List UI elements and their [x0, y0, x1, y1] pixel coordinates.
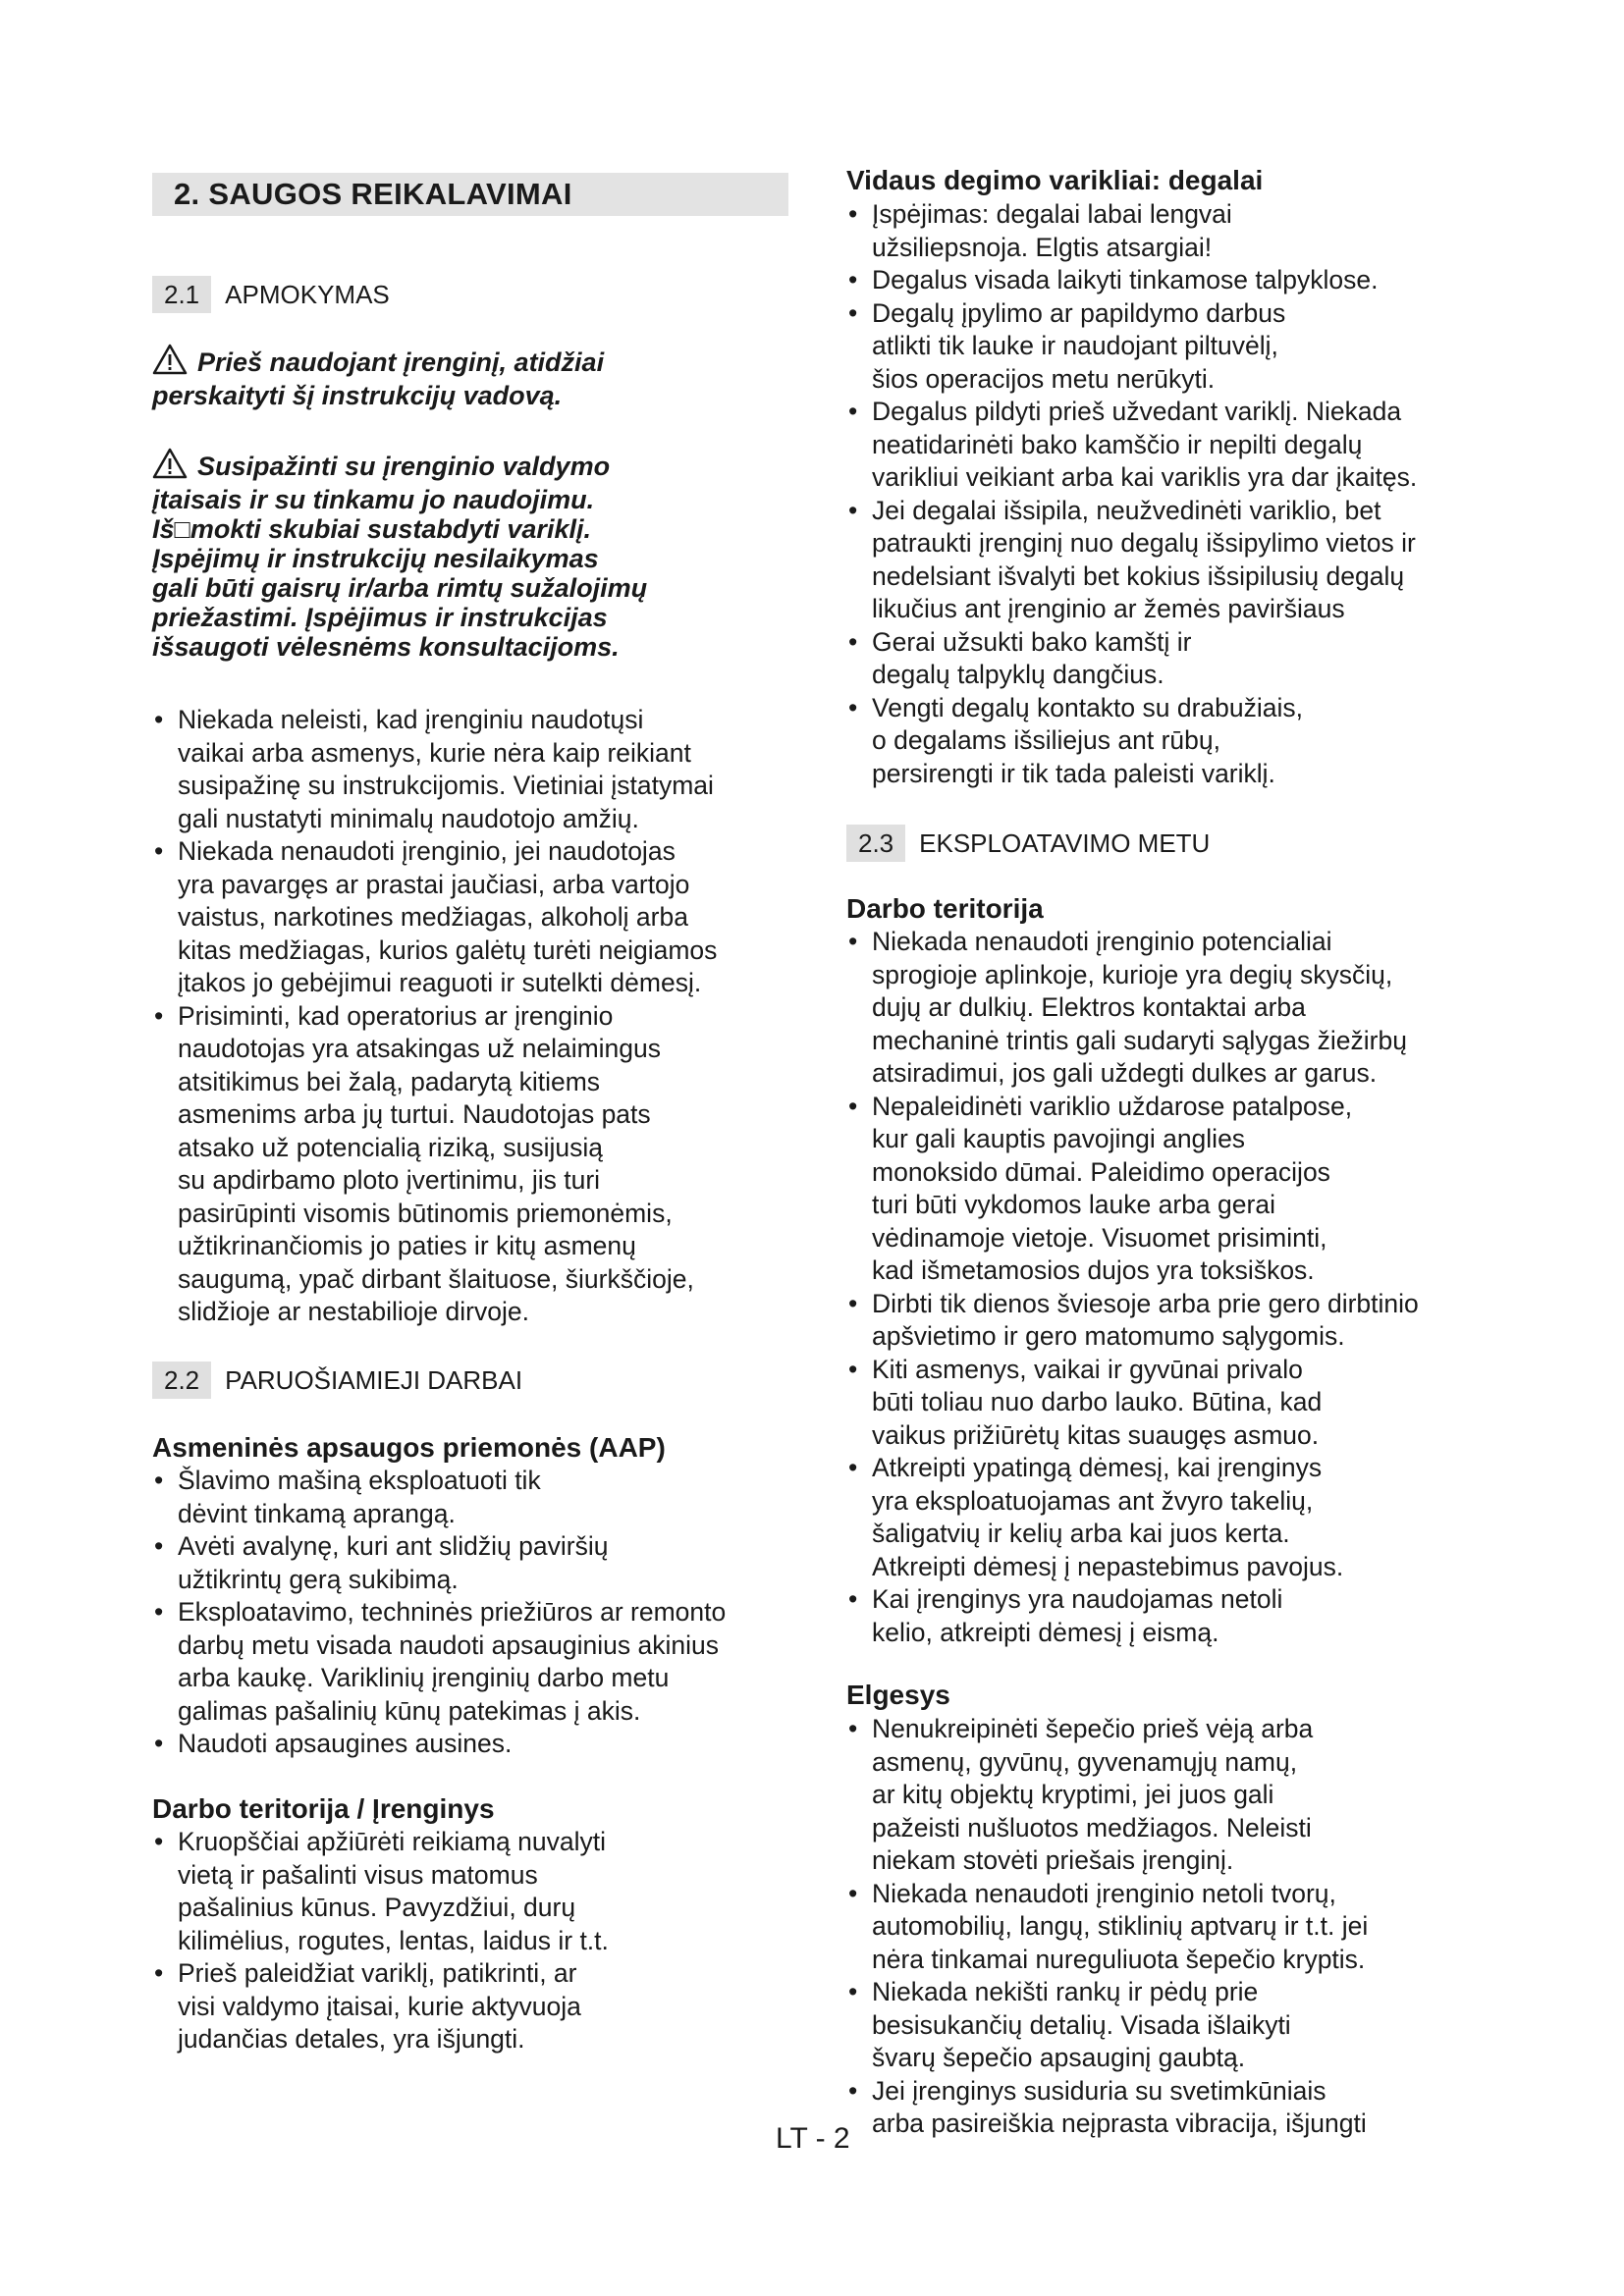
list-work-area	[846, 926, 1494, 1649]
subheading-work-area-device: Darbo teritorija / Įrenginys	[152, 1793, 495, 1824]
section-number: 2.1	[152, 276, 211, 313]
warning-block-2	[152, 448, 820, 662]
list-item: • Niekada nekišti rankų ir pėdų prie besisukančių detalių. Visada išlaikyti švarų šepečio apsauginį gaubtą.	[846, 1976, 1494, 2075]
list-item: • Kiti asmenys, vaikai ir gyvūnai privalo būti toliau nuo darbo lauko. Būtina, kad vaikus prižiūrėtų kitas suaugęs asmuo.	[846, 1354, 1494, 1453]
list-item: • Šlavimo mašiną eksploatuoti tik dėvint tinkamą aprangą.	[152, 1465, 800, 1530]
list-item: • Nenukreipinėti šepečio prieš vėją arba asmenų, gyvūnų, gyvenamųjų namų, ar kitų objektų kryptimi, jei juos gali pažeisti nušluotos medžiagos. Neleisti niekam stovėti priešais įrenginį.	[846, 1713, 1494, 1878]
list-item: • Įspėjimas: degalai labai lengvai užsiliepsnoja. Elgtis atsargiai!	[846, 198, 1494, 264]
list-item: • Niekada nenaudoti įrenginio netoli tvorų, automobilių, langų, stiklinių aptvarų ir t.t. jei nėra tinkamai nureguliuota šepečio kryptis.	[846, 1878, 1494, 1977]
list-item: • Naudoti apsaugines ausines.	[152, 1728, 800, 1761]
list-fuel	[846, 198, 1494, 790]
list-item: • Jei įrenginys susiduria su svetimkūniais arba pasireiškia neįprasta vibracija, išjungti	[846, 2075, 1494, 2141]
subheading-ppe: Asmeninės apsaugos priemonės (AAP)	[152, 1432, 666, 1463]
section-heading-main: 2. SAUGOS REIKALAVIMAI	[152, 173, 788, 216]
warning-triangle-icon	[152, 344, 188, 381]
section-heading-2-1	[152, 276, 390, 313]
list-work-area-device	[152, 1826, 800, 2056]
list-item: • Niekada neleisti, kad įrenginiu naudotųsi vaikai arba asmenys, kurie nėra kaip reikiant susipažinę su instrukcijomis. Vietiniai įstatymai gali nustatyti minimalų naudotojo amžių.	[152, 704, 800, 835]
list-item: • Dirbti tik dienos šviesoje arba prie gero dirbtinio apšvietimo ir gero matomumo sąlygomis.	[846, 1288, 1494, 1354]
list-item: • Kai įrenginys yra naudojamas netoli kelio, atkreipti dėmesį į eismą.	[846, 1583, 1494, 1649]
section-heading-2-2	[152, 1362, 522, 1399]
warning-text: Susipažinti su įrenginio valdymo įtaisais ir su tinkamu jo naudojimu. Iš□mokti skubiai sustabdyti variklį. Įspėjimų ir instrukcijų nesilaikymas gali būti gaisrų ir/arba rimtų sužalojimų priežastimi. Įspėjimus ir instrukcijas išsaugoti vėlesnėms konsultacijoms.	[152, 452, 648, 662]
list-item: • Niekada nenaudoti įrenginio potencialiai sprogioje aplinkoje, kurioje yra degių skysčių, dujų ar dulkių. Elektros kontaktai arba mechaninė trintis gali sudaryti sąlygas žiežirbų atsiradimui, jos gali uždegti dulkes ar garus.	[846, 926, 1494, 1091]
list-item: • Eksploatavimo, techninės priežiūros ar remonto darbų metu visada naudoti apsauginius akinius arba kaukę. Variklinių įrenginių darbo metu galimas pašalinių kūnų patekimas į akis.	[152, 1596, 800, 1728]
list-item: • Jei degalai išsipila, neužvedinėti variklio, bet patraukti įrenginį nuo degalų išsipylimo vietos ir nedelsiant išvalyti bet kokius išsipilusių degalų likučius ant įrenginio ar žemės paviršiaus	[846, 495, 1494, 626]
section-title: APMOKYMAS	[225, 280, 390, 309]
subheading-fuel: Vidaus degimo varikliai: degalai	[846, 165, 1264, 195]
list-item: • Atkreipti ypatingą dėmesį, kai įrenginys yra eksploatuojamas ant žvyro takelių, šaligatvių ir kelių arba kai juos kerta. Atkreipti dėmesį į nepastebimus pavojus.	[846, 1452, 1494, 1583]
page-number: LT - 2	[776, 2122, 850, 2155]
subheading-behaviour: Elgesys	[846, 1680, 950, 1710]
list-item: • Avėti avalynę, kuri ant slidžių paviršių užtikrintų gerą sukibimą.	[152, 1530, 800, 1596]
warning-text: Prieš naudojant įrenginį, atidžiai perskaityti šį instrukcijų vadovą.	[152, 347, 605, 410]
subheading-work-area: Darbo teritorija	[846, 893, 1044, 924]
warning-triangle-icon	[152, 448, 188, 485]
list-item: • Degalų įpylimo ar papildymo darbus atlikti tik lauke ir naudojant piltuvėlį, šios operacijos metu nerūkyti.	[846, 297, 1494, 397]
list-item: • Degalus pildyti prieš užvedant variklį. Niekada neatidarinėti bako kamščio ir nepilti degalų varikliui veikiant arba kai variklis yra dar įkaitęs.	[846, 396, 1494, 495]
section-number: 2.3	[846, 825, 905, 862]
list-behaviour	[846, 1713, 1494, 2141]
list-item: • Prieš paleidžiat variklį, patikrinti, ar visi valdymo įtaisai, kurie aktyvuoja judančias detales, yra išjungti.	[152, 1957, 800, 2056]
list-item: • Prisiminti, kad operatorius ar įrenginio naudotojas yra atsakingas už nelaimingus atsitikimus bei žalą, padarytą kitiems asmenims arba jų turtui. Naudotojas pats atsako už potencialią riziką, susijusią su apdirbamo ploto įvertinimu, jis turi pasirūpinti visomis būtinomis priemonėmis, užtikrinančiomis jo paties ir kitų asmenų saugumą, ypač dirbant šlaituose, šiurkščioje, slidžioje ar nestabilioje dirvoje.	[152, 1000, 800, 1329]
list-item: • Nepaleidinėti variklio uždarose patalpose, kur gali kauptis pavojingi anglies monoksido dūmai. Paleidimo operacijos turi būti vykdomos lauke arba gerai vėdinamoje vietoje. Visuomet prisiminti, kad išmetamosios dujos yra toksiškos.	[846, 1091, 1494, 1288]
section-number: 2.2	[152, 1362, 211, 1399]
warning-block-1	[152, 344, 800, 410]
section-heading-2-3	[846, 825, 1210, 862]
section-title: EKSPLOATAVIMO METU	[919, 828, 1211, 858]
list-item: • Gerai užsukti bako kamštį ir degalų talpyklų dangčius.	[846, 626, 1494, 692]
list-item: • Niekada nenaudoti įrenginio, jei naudotojas yra pavargęs ar prastai jaučiasi, arba vartojo vaistus, narkotines medžiagas, alkoholį arba kitas medžiagas, kurios galėtų turėti neigiamos įtakos jo gebėjimui reaguoti ir sutelkti dėmesį.	[152, 835, 800, 1000]
list-item: • Degalus visada laikyti tinkamose talpyklose.	[846, 264, 1494, 297]
list-item: • Kruopščiai apžiūrėti reikiamą nuvalyti vietą ir pašalinti visus matomus pašalinius kūnus. Pavyzdžiui, durų kilimėlius, rogutes, lentas, laidus ir t.t.	[152, 1826, 800, 1957]
list-ppe	[152, 1465, 800, 1761]
section-title: PARUOŠIAMIEJI DARBAI	[225, 1365, 523, 1395]
list-training	[152, 704, 800, 1329]
list-item: • Vengti degalų kontakto su drabužiais, o degalams išsiliejus ant rūbų, persirengti ir tik tada paleisti variklį.	[846, 692, 1494, 791]
